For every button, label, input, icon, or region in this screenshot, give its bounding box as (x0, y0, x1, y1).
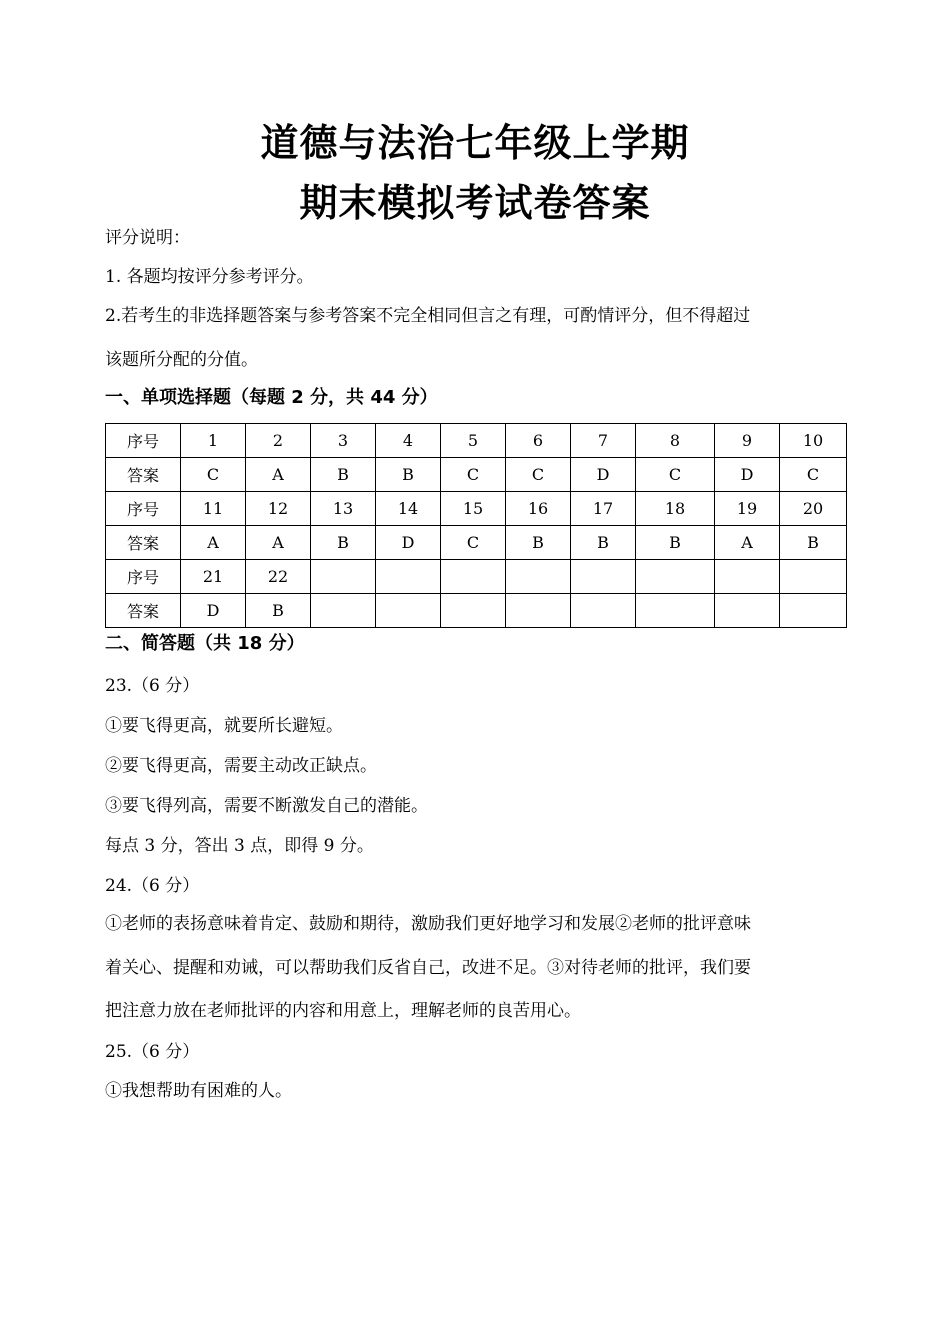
q24-label: 24.（6 分） (105, 876, 200, 896)
question-number-cell: 2 (246, 424, 311, 458)
row-label-answer: 答案 (106, 526, 181, 560)
question-number-cell: 10 (780, 424, 847, 458)
answer-cell: D (715, 458, 780, 492)
question-number-cell (311, 560, 376, 594)
scoring-rule-2-line-2: 该题所分配的分值。 (105, 350, 258, 370)
question-number-cell (636, 560, 715, 594)
answer-table (105, 423, 847, 628)
answer-cell: D (571, 458, 636, 492)
page-title: 道德与法治七年级上学期 (260, 121, 690, 165)
answer-cell (571, 594, 636, 628)
scoring-rule-1: 1. 各题均按评分参考评分。 (105, 267, 314, 287)
question-number-cell: 14 (376, 492, 441, 526)
answer-cell: C (441, 526, 506, 560)
row-label-number: 序号 (106, 424, 181, 458)
answer-cell: A (246, 526, 311, 560)
q23-scoring-note: 每点 3 分，答出 3 点，即得 9 分。 (105, 836, 374, 856)
q24-line-1: ①老师的表扬意味着肯定、鼓励和期待，激励我们更好地学习和发展②老师的批评意味 (105, 914, 751, 934)
answer-cell: B (311, 458, 376, 492)
question-number-cell (571, 560, 636, 594)
scoring-rule-2-line-1: 2.若考生的非选择题答案与参考答案不完全相同但言之有理，可酌情评分，但不得超过 (105, 306, 751, 326)
question-number-row (106, 424, 847, 458)
question-number-row (106, 492, 847, 526)
answer-row (106, 458, 847, 492)
answer-cell: D (376, 526, 441, 560)
answer-cell: C (636, 458, 715, 492)
page-subtitle: 期末模拟考试卷答案 (299, 181, 651, 225)
question-number-cell: 18 (636, 492, 715, 526)
q24-line-3: 把注意力放在老师批评的内容和用意上，理解老师的良苦用心。 (105, 1001, 581, 1021)
section1-heading: 一、单项选择题（每题 2 分，共 44 分） (105, 387, 438, 408)
question-number-cell: 15 (441, 492, 506, 526)
answer-cell: B (246, 594, 311, 628)
question-number-cell: 3 (311, 424, 376, 458)
answer-row (106, 594, 847, 628)
question-number-cell: 11 (181, 492, 246, 526)
question-number-cell (506, 560, 571, 594)
question-number-cell: 5 (441, 424, 506, 458)
row-label-answer: 答案 (106, 594, 181, 628)
question-number-row (106, 560, 847, 594)
answer-cell: C (780, 458, 847, 492)
question-number-cell: 17 (571, 492, 636, 526)
question-number-cell: 1 (181, 424, 246, 458)
answer-cell: B (636, 526, 715, 560)
answer-cell: B (311, 526, 376, 560)
question-number-cell: 21 (181, 560, 246, 594)
answer-cell: D (181, 594, 246, 628)
q24-line-2: 着关心、提醒和劝诫，可以帮助我们反省自己，改进不足。③对待老师的批评，我们要 (105, 958, 751, 978)
answer-cell: B (376, 458, 441, 492)
answer-cell: A (246, 458, 311, 492)
row-label-number: 序号 (106, 560, 181, 594)
q25-point-1: ①我想帮助有困难的人。 (105, 1081, 292, 1101)
question-number-cell: 9 (715, 424, 780, 458)
question-number-cell: 6 (506, 424, 571, 458)
question-number-cell (780, 560, 847, 594)
answer-cell (311, 594, 376, 628)
answer-cell (780, 594, 847, 628)
q25-label: 25.（6 分） (105, 1042, 200, 1062)
question-number-cell: 7 (571, 424, 636, 458)
question-number-cell: 19 (715, 492, 780, 526)
question-number-cell: 16 (506, 492, 571, 526)
answer-cell (506, 594, 571, 628)
answer-cell (715, 594, 780, 628)
q23-point-3: ③要飞得列高，需要不断激发自己的潜能。 (105, 796, 428, 816)
question-number-cell (441, 560, 506, 594)
question-number-cell (715, 560, 780, 594)
question-number-cell: 12 (246, 492, 311, 526)
answer-cell: C (441, 458, 506, 492)
question-number-cell (376, 560, 441, 594)
q23-label: 23.（6 分） (105, 676, 200, 696)
answer-cell: B (506, 526, 571, 560)
question-number-cell: 20 (780, 492, 847, 526)
q23-point-2: ②要飞得更高，需要主动改正缺点。 (105, 756, 377, 776)
question-number-cell: 4 (376, 424, 441, 458)
row-label-answer: 答案 (106, 458, 181, 492)
question-number-cell: 22 (246, 560, 311, 594)
answer-cell: B (571, 526, 636, 560)
answer-cell: B (780, 526, 847, 560)
answer-cell: C (181, 458, 246, 492)
answer-cell (376, 594, 441, 628)
answer-cell (636, 594, 715, 628)
answer-cell (441, 594, 506, 628)
answer-cell: A (181, 526, 246, 560)
answer-row (106, 526, 847, 560)
row-label-number: 序号 (106, 492, 181, 526)
section2-heading: 二、简答题（共 18 分） (105, 633, 305, 654)
q23-point-1: ①要飞得更高，就要所长避短。 (105, 716, 343, 736)
scoring-heading: 评分说明： (105, 228, 190, 248)
question-number-cell: 13 (311, 492, 376, 526)
answer-cell: A (715, 526, 780, 560)
question-number-cell: 8 (636, 424, 715, 458)
answer-cell: C (506, 458, 571, 492)
